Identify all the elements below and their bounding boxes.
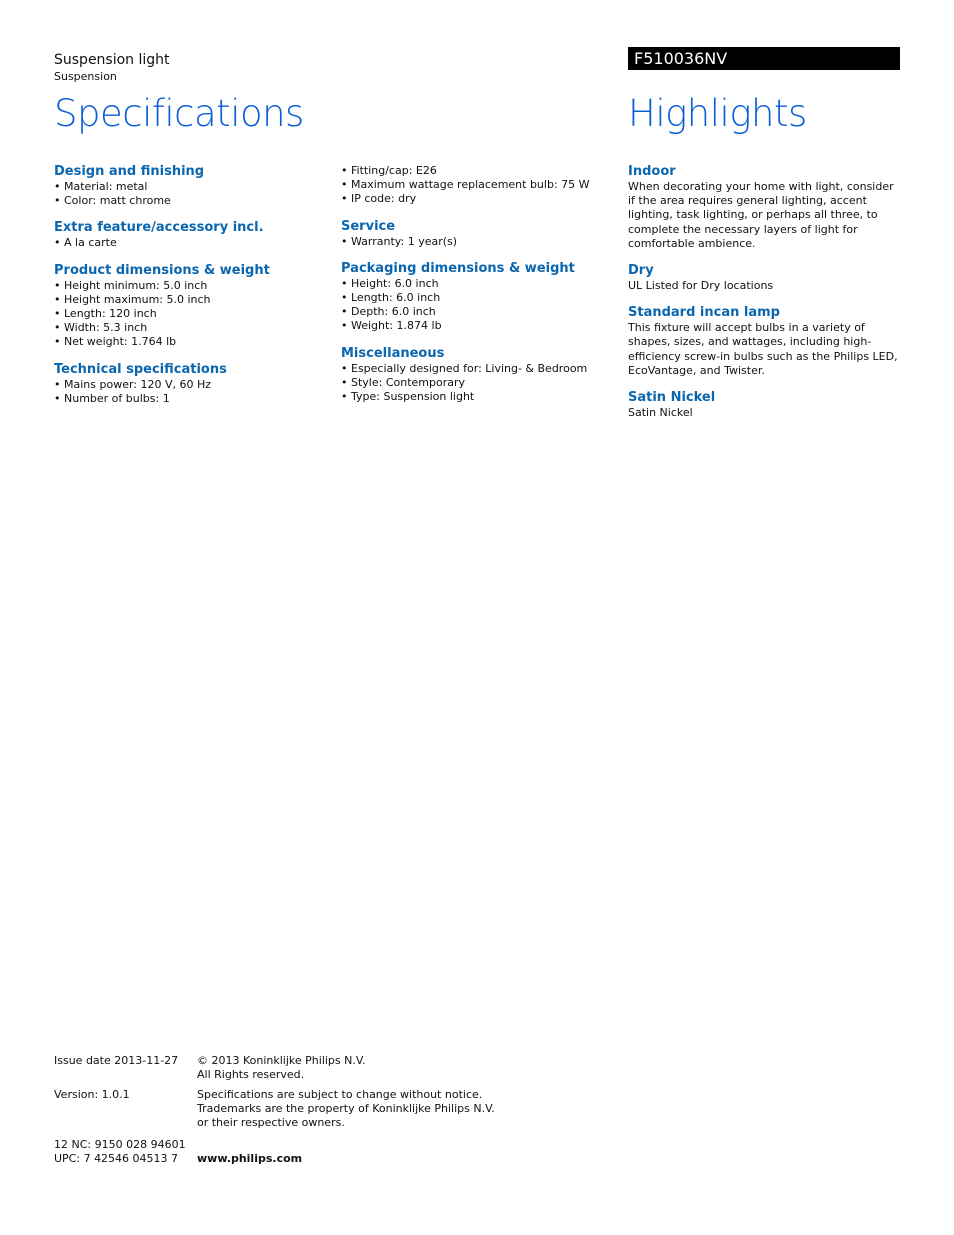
section-heading: Miscellaneous — [341, 345, 445, 361]
specifications-title: Specifications — [54, 92, 304, 135]
spec-item: • Weight: 1.874 lb — [341, 319, 611, 333]
notice-line-2: Trademarks are the property of Koninklijke Philips N.V. — [197, 1102, 495, 1116]
section — [54, 164, 324, 208]
spec-column-2 — [341, 164, 611, 416]
spec-item: • Fitting/cap: E26 — [341, 164, 611, 178]
notice-line-1: Specifications are subject to change without notice. — [197, 1088, 483, 1101]
section-heading: Service — [341, 218, 396, 234]
section — [54, 362, 324, 406]
section-heading: Design and finishing — [54, 164, 205, 179]
section-heading: Product dimensions & weight — [54, 262, 270, 278]
section — [341, 346, 611, 405]
section-heading: Indoor — [628, 164, 676, 179]
section — [54, 263, 324, 350]
copyright — [197, 1054, 365, 1082]
section-heading: Packaging dimensions & weight — [341, 260, 575, 276]
spec-item: • Height: 6.0 inch — [341, 277, 611, 291]
issue-date: Issue date 2013-11-27 — [54, 1054, 179, 1067]
spec-item: • Number of bulbs: 1 — [54, 392, 324, 406]
section-heading: Standard incan lamp — [628, 305, 780, 321]
spec-column-1 — [54, 164, 324, 418]
section-heading: Satin Nickel — [628, 390, 716, 406]
rights-line: All Rights reserved. — [197, 1068, 305, 1082]
legal-notice — [197, 1088, 495, 1131]
spec-item: • Length: 120 inch — [54, 307, 324, 321]
section — [341, 261, 611, 334]
spec-item: • Type: Suspension light — [341, 390, 611, 404]
product-codes — [54, 1138, 186, 1166]
spec-item: • Warranty: 1 year(s) — [341, 235, 611, 249]
spec-item: • Height maximum: 5.0 inch — [54, 293, 324, 307]
spec-item: • A la carte — [54, 236, 324, 250]
spec-item: • Net weight: 1.764 lb — [54, 335, 324, 349]
section — [628, 164, 903, 251]
section — [628, 263, 903, 293]
section-heading: Dry — [628, 263, 654, 279]
upc-code: UPC: 7 42546 04513 7 — [54, 1152, 179, 1166]
section — [341, 219, 611, 249]
notice-line-3: or their respective owners. — [197, 1116, 345, 1130]
model-number-bar: F510036NV — [628, 47, 900, 70]
spec-item: • Color: matt chrome — [54, 194, 324, 208]
spec-item: • Style: Contemporary — [341, 376, 611, 390]
website-link[interactable]: www.philips.com — [197, 1152, 303, 1165]
spec-item: • Length: 6.0 inch — [341, 291, 611, 305]
section-heading: Extra feature/accessory incl. — [54, 220, 264, 236]
product-subtype: Suspension — [54, 70, 117, 83]
highlight-text: This fixture will accept bulbs in a variety of shapes, sizes, and wattages, including high-efficiency screw-in bulbs such as the Philips LED, EcoVantage, and Twister. — [628, 321, 898, 377]
spec-item: • IP code: dry — [341, 192, 611, 206]
highlights-title: Highlights — [628, 92, 807, 135]
highlights-column — [628, 164, 903, 432]
section-heading: Technical specifications — [54, 361, 227, 377]
highlight-text: Satin Nickel — [628, 406, 693, 420]
spec-item: • Mains power: 120 V, 60 Hz — [54, 378, 324, 392]
section — [628, 305, 903, 378]
spec-section-continued — [341, 164, 611, 207]
spec-item: • Especially designed for: Living- & Bedroom — [341, 362, 611, 376]
spec-item: • Height minimum: 5.0 inch — [54, 279, 324, 293]
nc-code: 12 NC: 9150 028 94601 — [54, 1138, 186, 1151]
version: Version: 1.0.1 — [54, 1088, 130, 1101]
section — [628, 390, 903, 420]
spec-item: • Depth: 6.0 inch — [341, 305, 611, 319]
product-type: Suspension light — [54, 52, 170, 68]
spec-item: • Material: metal — [54, 180, 324, 194]
section — [54, 220, 324, 250]
spec-item: • Width: 5.3 inch — [54, 321, 324, 335]
highlight-text: UL Listed for Dry locations — [628, 279, 774, 293]
highlight-text: When decorating your home with light, consider if the area requires general lighting, accent lighting, task lighting, or perhaps all three, to complete the necessary layers of light for comfortable ambience. — [628, 180, 894, 250]
copyright-line: © 2013 Koninklijke Philips N.V. — [197, 1054, 366, 1067]
spec-item: • Maximum wattage replacement bulb: 75 W — [341, 178, 611, 192]
